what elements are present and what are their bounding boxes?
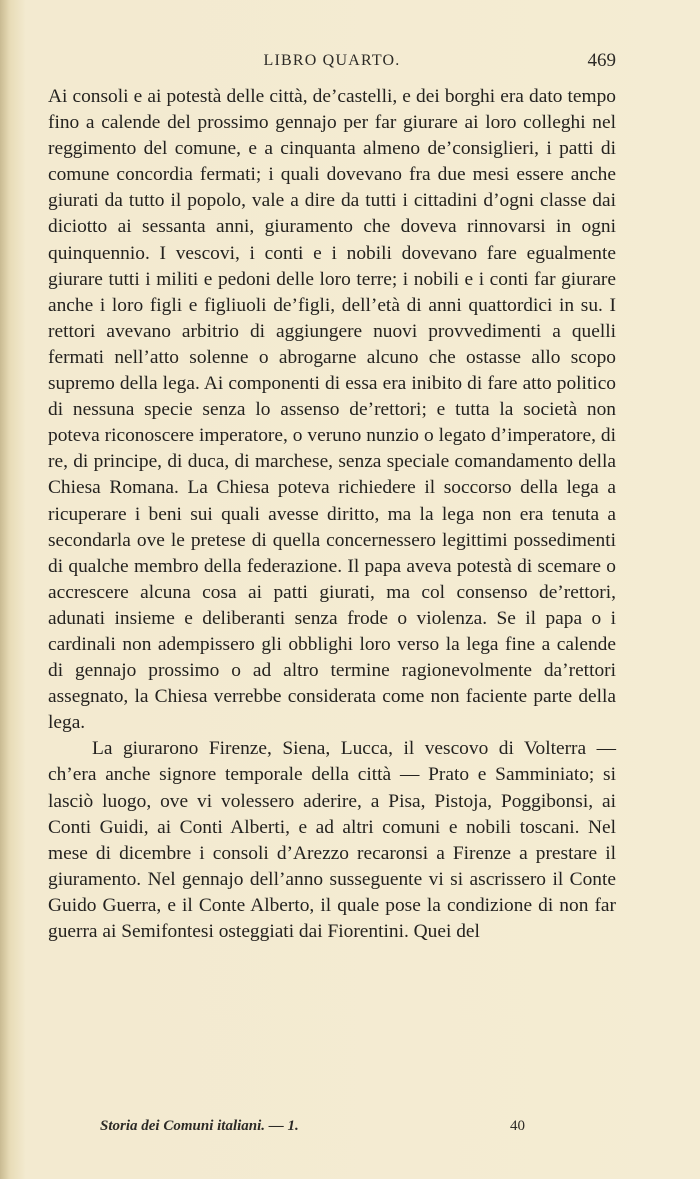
page-number: 469 [587, 50, 616, 71]
signature-mark: 40 [510, 1118, 525, 1134]
page-footer [48, 1118, 616, 1142]
paragraph: La giurarono Firenze, Siena, Lucca, il vescovo di Volterra — ch’era anche signore temporale della città — Prato e Samminiato; si lasciò luogo, ove vi volessero aderire, a Pisa, Pistoja, Poggibonsi, ai Conti Guidi, ai Conti Alberti, e ad altri comuni e nobili toscani. Nel mese di dicembre i consoli d’Arezzo recaronsi a Firenze a prestare il giuramento. Nel gennajo dell’anno susseguente vi si ascrissero il Conte Guido Guerra, e il Conte Alberto, il quale pose la condizione di non far guerra ai Semifontesi osteggiati dai Fiorentini. Quei del [48, 738, 616, 942]
running-title: LIBRO QUARTO. [263, 52, 401, 69]
paragraph: Ai consoli e ai potestà delle città, de’castelli, e dei borghi era dato tempo fino a calende del prossimo gennajo per far giurare ai loro colleghi nel reggimento del comune, e a cinquanta almeno de’consiglieri, i patti di comune concordia fermati; i quali dovevano fra due mesi essere anche giurati da tutto il popolo, vale a dire da tutti i cittadini d’ogni classe dai diciotto ai sessanta anni, giuramento che doveva rinnovarsi in ogni quinquennio. I vescovi, i conti e i nobili dovevano fare egualmente giurare tutti i militi e pedoni delle loro terre; i nobili e i conti far giurare anche i loro figli e figliuoli de’figli, dell’età di anni quattordici in su. I rettori avevano arbitrio di aggiungere nuovi provvedimenti a quelli fermati nell’atto solenne o abrogarne alcuno che ostasse allo scopo supremo della lega. Ai componenti di essa era inibito di fare atto politico di nessuna specie senza lo assenso de’rettori; e tutta la società non poteva riconoscere imperatore, o veruno nunzio o legato d’imperatore, di re, di principe, di duca, di marchese, senza speciale comandamento della Chiesa Romana. La Chiesa poteva richiedere il soccorso della lega a ricuperare i beni sui quali avesse diritto, ma la lega non era tenuta a secondarla ove le pretese di quella concernessero legittimi possedimenti di qualche membro della federazione. Il papa aveva potestà di scemare o accrescere alcuna cosa ai patti giurati, ma col consenso de’rettori, adunati insieme e deliberanti senza frode o violenza. Se il papa o i cardinali non adempissero gli obblighi loro verso la lega fine a calende di gennajo prossimo o ad altro termine ragionevolmente da’rettori assegnato, la Chiesa verrebbe considerata come non faciente parte della lega. [48, 86, 616, 734]
body-text [48, 84, 616, 945]
signature-line: Storia dei Comuni italiani. — 1. [100, 1118, 299, 1134]
page-header [48, 48, 616, 76]
